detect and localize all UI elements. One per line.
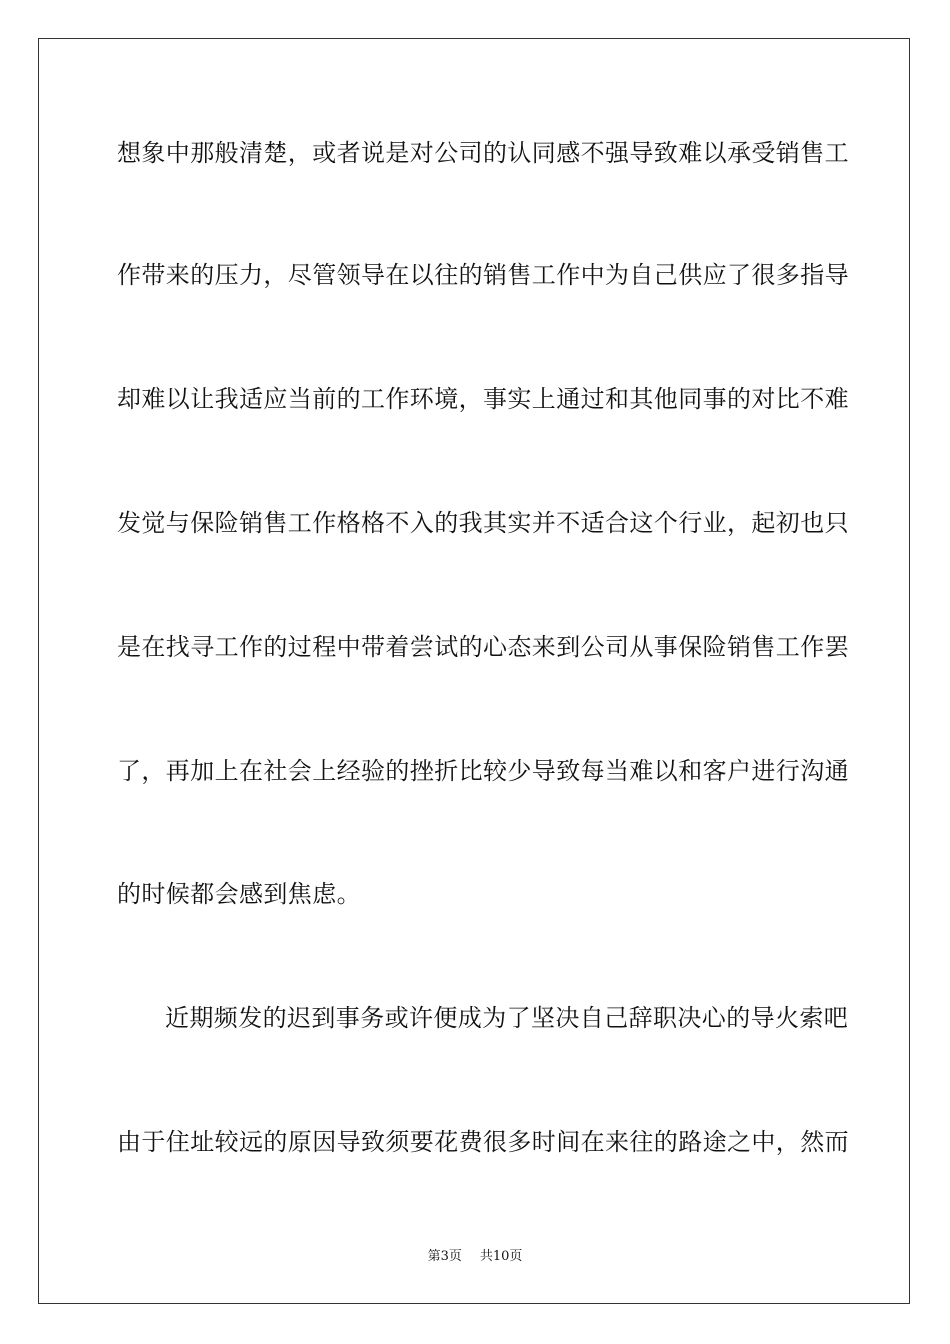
body-line-5: 是在找寻工作的过程中带着尝试的心态来到公司从事保险销售工作罢 <box>117 633 849 661</box>
body-line-4: 发觉与保险销售工作格格不入的我其实并不适合这个行业，起初也只 <box>117 509 849 537</box>
page-total: 共10页 <box>479 1249 523 1264</box>
body-line-2: 作带来的压力，尽管领导在以往的销售工作中为自己供应了很多指导 <box>117 261 849 289</box>
page-border <box>38 38 910 1304</box>
body-line-8-paragraph-start: 近期频发的迟到事务或许便成为了坚决自己辞职决心的导火索吧 <box>165 1004 849 1032</box>
page-footer <box>0 1248 950 1266</box>
body-line-9: 由于住址较远的原因导致须要花费很多时间在来往的路途之中，然而 <box>117 1128 849 1156</box>
body-line-7: 的时候都会感到焦虑。 <box>117 880 361 908</box>
page-number: 第3页 <box>427 1249 462 1264</box>
body-line-6: 了，再加上在社会上经验的挫折比较少导致每当难以和客户进行沟通 <box>117 757 849 785</box>
body-line-3: 却难以让我适应当前的工作环境，事实上通过和其他同事的对比不难 <box>117 385 849 413</box>
body-line-1: 想象中那般清楚，或者说是对公司的认同感不强导致难以承受销售工 <box>117 139 849 167</box>
